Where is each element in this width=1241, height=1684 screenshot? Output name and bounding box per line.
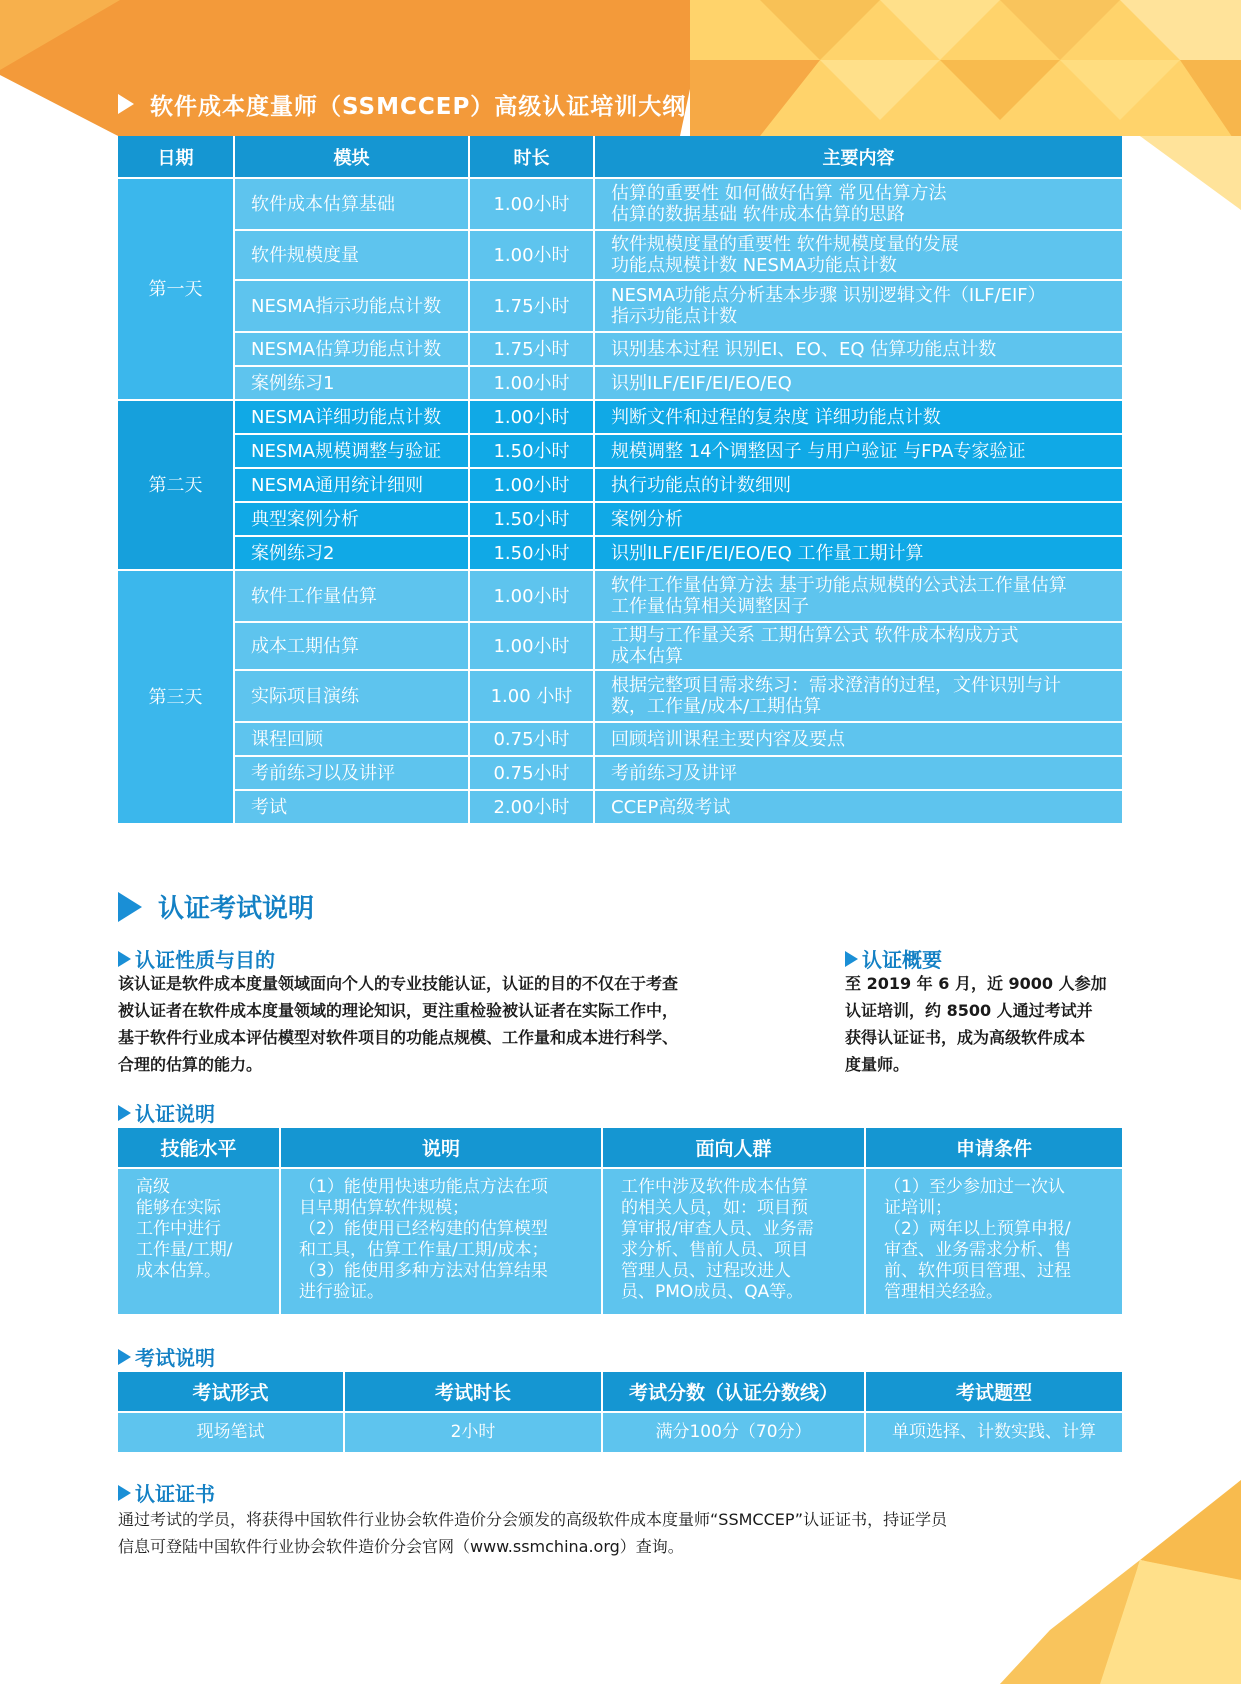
syllabus-content-cell	[594, 790, 1122, 824]
syllabus-duration-cell: 1.00小时	[469, 230, 594, 280]
cert-requirements-cell	[865, 1168, 1122, 1314]
exam-desc-row	[118, 1412, 1122, 1452]
syllabus-content-cell	[594, 280, 1122, 332]
syllabus-module-cell: 考前练习以及讲评	[234, 756, 469, 790]
exam-form-value: 现场笔试	[118, 1412, 344, 1452]
play-triangle-icon	[118, 94, 134, 114]
header-exam-type: 考试题型	[865, 1372, 1122, 1412]
overview-line: 至 2019 年 6 月，近 9000 人参加	[845, 974, 1107, 993]
syllabus-module-cell: 案例练习2	[234, 536, 469, 570]
syllabus-module-cell: 案例练习1	[234, 366, 469, 400]
header-exam-duration: 考试时长	[344, 1372, 602, 1412]
cert-cell-line: 证培训；	[884, 1198, 952, 1218]
exam-type-value: 单项选择、计数实践、计算	[865, 1412, 1122, 1452]
cert-cell-line: 工作中进行	[136, 1219, 221, 1239]
syllabus-content-line: 功能点规模计数 NESMA功能点计数	[611, 255, 897, 276]
cert-desc-table	[118, 1128, 1122, 1314]
header-description: 说明	[280, 1128, 602, 1168]
cert-cell-line: 审查、业务需求分析、售	[884, 1240, 1071, 1260]
syllabus-duration-cell: 1.50小时	[469, 502, 594, 536]
header-requirements: 申请条件	[865, 1128, 1122, 1168]
syllabus-duration-cell: 1.00小时	[469, 400, 594, 434]
play-triangle-icon	[118, 892, 142, 922]
syllabus-row	[118, 332, 1122, 366]
syllabus-duration-cell: 1.00小时	[469, 468, 594, 502]
exam-desc-header-row	[118, 1372, 1122, 1412]
play-triangle-icon	[845, 951, 858, 967]
cert-cell-line: （2）能使用已经构建的估算模型	[299, 1219, 548, 1239]
syllabus-duration-cell: 1.00小时	[469, 570, 594, 622]
syllabus-content-cell	[594, 756, 1122, 790]
syllabus-row	[118, 756, 1122, 790]
purpose-heading	[118, 944, 275, 973]
syllabus-module-cell: 典型案例分析	[234, 502, 469, 536]
cert-cell-line: （2）两年以上预算申报/	[884, 1219, 1071, 1239]
header-audience: 面向人群	[602, 1128, 865, 1168]
syllabus-content-line: 回顾培训课程主要内容及要点	[611, 728, 845, 750]
syllabus-duration-cell: 1.00小时	[469, 178, 594, 230]
syllabus-content-line: 识别ILF/EIF/EI/EO/EQ 工作量工期计算	[611, 542, 924, 564]
overview-line: 获得认证证书，成为高级软件成本	[845, 1028, 1086, 1047]
header-exam-form: 考试形式	[118, 1372, 344, 1412]
syllabus-row	[118, 468, 1122, 502]
header-duration: 时长	[469, 136, 594, 178]
syllabus-module-cell: NESMA规模调整与验证	[234, 434, 469, 468]
purpose-line: 被认证者在软件成本度量领域的理论知识，更注重检验被认证者在实际工作中，	[118, 1001, 679, 1020]
syllabus-duration-cell: 0.75小时	[469, 722, 594, 756]
certificate-line: 信息可登陆中国软件行业协会软件造价分会官网（www.ssmchina.org）查询。	[118, 1537, 684, 1556]
syllabus-content-cell	[594, 434, 1122, 468]
banner-title-text: 软件成本度量师（SSMCCEP）高级认证培训大纲	[150, 93, 687, 120]
play-triangle-icon	[118, 1349, 131, 1365]
syllabus-content-line: 估算的重要性 如何做好估算 常见估算方法	[611, 183, 947, 204]
syllabus-content-line: NESMA功能点分析基本步骤 识别逻辑文件（ILF/EIF）	[611, 285, 1046, 306]
syllabus-content-line: 指示功能点计数	[611, 306, 737, 327]
syllabus-content-line: 规模调整 14个调整因子 与用户验证 与FPA专家验证	[611, 440, 1026, 462]
syllabus-content-line: 识别基本过程 识别EI、EO、EQ 估算功能点计数	[611, 338, 997, 360]
syllabus-header-row	[118, 136, 1122, 178]
syllabus-row	[118, 570, 1122, 622]
syllabus-row	[118, 502, 1122, 536]
certificate-heading	[118, 1478, 215, 1507]
cert-desc-heading	[118, 1098, 215, 1127]
syllabus-row	[118, 280, 1122, 332]
exam-desc-table	[118, 1372, 1122, 1452]
syllabus-day-cell: 第一天	[118, 178, 234, 400]
cert-description-cell	[280, 1168, 602, 1314]
exam-section-title	[118, 888, 314, 925]
syllabus-day-cell: 第二天	[118, 400, 234, 570]
syllabus-table	[118, 136, 1122, 825]
purpose-line: 该认证是软件成本度量领域面向个人的专业技能认证，认证的目的不仅在于考查	[118, 974, 679, 993]
cert-cell-line: （1）能使用快速功能点方法在项	[299, 1177, 548, 1197]
cert-cell-line: 管理人员、过程改进人	[621, 1261, 791, 1281]
syllabus-content-cell	[594, 622, 1122, 670]
header-date: 日期	[118, 136, 234, 178]
syllabus-day-group	[118, 400, 1122, 570]
syllabus-duration-cell: 2.00小时	[469, 790, 594, 824]
syllabus-day-cell: 第三天	[118, 570, 234, 824]
header-module: 模块	[234, 136, 469, 178]
syllabus-content-cell	[594, 570, 1122, 622]
syllabus-row	[118, 366, 1122, 400]
syllabus-content-line: 数，工作量/成本/工期估算	[611, 696, 822, 717]
overview-heading	[845, 944, 942, 973]
syllabus-content-cell	[594, 230, 1122, 280]
cert-cell-line: 求分析、售前人员、项目	[621, 1240, 808, 1260]
syllabus-duration-cell: 1.50小时	[469, 434, 594, 468]
exam-duration-value: 2小时	[344, 1412, 602, 1452]
cert-cell-line: 目早期估算软件规模；	[299, 1198, 469, 1218]
cert-cell-line: 成本估算。	[136, 1261, 221, 1281]
syllabus-module-cell: 课程回顾	[234, 722, 469, 756]
syllabus-row	[118, 722, 1122, 756]
syllabus-row	[118, 230, 1122, 280]
cert-cell-line: 管理相关经验。	[884, 1282, 1003, 1302]
syllabus-module-cell: 软件工作量估算	[234, 570, 469, 622]
syllabus-module-cell: NESMA指示功能点计数	[234, 280, 469, 332]
syllabus-banner-title	[118, 84, 686, 124]
play-triangle-icon	[118, 951, 131, 967]
overview-line: 认证培训，约 8500 人通过考试并	[845, 1001, 1093, 1020]
cert-cell-line: 前、软件项目管理、过程	[884, 1261, 1071, 1281]
overview-line: 度量师。	[845, 1055, 910, 1074]
purpose-heading-text: 认证性质与目的	[135, 948, 275, 972]
syllabus-content-cell	[594, 400, 1122, 434]
syllabus-content-line: 考前练习及讲评	[611, 762, 737, 784]
syllabus-content-line: 估算的数据基础 软件成本估算的思路	[611, 204, 905, 225]
exam-section-title-text: 认证考试说明	[158, 894, 315, 924]
syllabus-content-cell	[594, 468, 1122, 502]
syllabus-content-line: 软件规模度量的重要性 软件规模度量的发展	[611, 234, 959, 255]
certificate-paragraph	[118, 1506, 1128, 1560]
purpose-line: 基于软件行业成本评估模型对软件项目的功能点规模、工作量和成本进行科学、	[118, 1028, 679, 1047]
syllabus-row	[118, 670, 1122, 722]
syllabus-module-cell: NESMA详细功能点计数	[234, 400, 469, 434]
header-exam-score: 考试分数（认证分数线）	[602, 1372, 865, 1412]
header-content: 主要内容	[594, 136, 1122, 178]
syllabus-day-group	[118, 178, 1122, 400]
cert-cell-line: 的相关人员，如：项目预	[621, 1198, 808, 1218]
purpose-line: 合理的估算的能力。	[118, 1055, 263, 1074]
cert-audience-cell	[602, 1168, 865, 1314]
syllabus-row	[118, 536, 1122, 570]
syllabus-module-cell: 软件规模度量	[234, 230, 469, 280]
syllabus-content-line: 软件工作量估算方法 基于功能点规模的公式法工作量估算	[611, 575, 1067, 596]
syllabus-duration-cell: 1.75小时	[469, 280, 594, 332]
cert-cell-line: 能够在实际	[136, 1198, 221, 1218]
cert-cell-line: 工作中涉及软件成本估算	[621, 1177, 808, 1197]
syllabus-content-line: 工期与工作量关系 工期估算公式 软件成本构成方式	[611, 625, 1019, 646]
cert-cell-line: 工作量/工期/	[136, 1240, 233, 1260]
syllabus-module-cell: 成本工期估算	[234, 622, 469, 670]
cert-skill-cell	[118, 1168, 280, 1314]
cert-desc-header-row	[118, 1128, 1122, 1168]
syllabus-row	[118, 400, 1122, 434]
exam-score-value: 满分100分（70分）	[602, 1412, 865, 1452]
cert-cell-line: （1）至少参加过一次认	[884, 1177, 1065, 1197]
syllabus-duration-cell: 1.00 小时	[469, 670, 594, 722]
syllabus-row	[118, 178, 1122, 230]
cert-cell-line: 进行验证。	[299, 1282, 384, 1302]
syllabus-duration-cell: 0.75小时	[469, 756, 594, 790]
play-triangle-icon	[118, 1105, 131, 1121]
syllabus-duration-cell: 1.00小时	[469, 622, 594, 670]
syllabus-module-cell: 考试	[234, 790, 469, 824]
syllabus-duration-cell: 1.75小时	[469, 332, 594, 366]
cert-desc-row	[118, 1168, 1122, 1314]
purpose-paragraph	[118, 970, 778, 1078]
syllabus-day-group	[118, 570, 1122, 824]
overview-heading-text: 认证概要	[862, 948, 942, 972]
syllabus-content-cell	[594, 722, 1122, 756]
cert-cell-line: 算审报/审查人员、业务需	[621, 1219, 814, 1239]
syllabus-content-line: 工作量估算相关调整因子	[611, 596, 809, 617]
syllabus-row	[118, 434, 1122, 468]
syllabus-content-cell	[594, 178, 1122, 230]
syllabus-module-cell: NESMA估算功能点计数	[234, 332, 469, 366]
syllabus-content-line: 根据完整项目需求练习：需求澄清的过程，文件识别与计	[611, 675, 1061, 696]
syllabus-module-cell: NESMA通用统计细则	[234, 468, 469, 502]
syllabus-duration-cell: 1.50小时	[469, 536, 594, 570]
syllabus-content-line: CCEP高级考试	[611, 796, 731, 818]
cert-cell-line: 和工具，估算工作量/工期/成本；	[299, 1240, 549, 1260]
syllabus-content-line: 成本估算	[611, 646, 683, 667]
syllabus-content-line: 判断文件和过程的复杂度 详细功能点计数	[611, 406, 941, 428]
syllabus-content-cell	[594, 502, 1122, 536]
syllabus-duration-cell: 1.00小时	[469, 366, 594, 400]
cert-desc-heading-text: 认证说明	[135, 1102, 215, 1126]
syllabus-content-line: 执行功能点的计数细则	[611, 474, 791, 496]
cert-cell-line: （3）能使用多种方法对估算结果	[299, 1261, 548, 1281]
syllabus-content-cell	[594, 366, 1122, 400]
syllabus-row	[118, 790, 1122, 824]
certificate-heading-text: 认证证书	[135, 1482, 215, 1506]
syllabus-content-line: 识别ILF/EIF/EI/EO/EQ	[611, 372, 792, 394]
certificate-line: 通过考试的学员，将获得中国软件行业协会软件造价分会颁发的高级软件成本度量师“SSMCCEP”认证证书，持证学员	[118, 1510, 948, 1529]
syllabus-content-cell	[594, 536, 1122, 570]
cert-cell-line: 高级	[136, 1177, 170, 1197]
cert-cell-line: 员、PMO成员、QA等。	[621, 1282, 804, 1302]
syllabus-module-cell: 实际项目演练	[234, 670, 469, 722]
syllabus-content-line: 案例分析	[611, 508, 683, 530]
exam-desc-heading-text: 考试说明	[135, 1346, 215, 1370]
header-skill-level: 技能水平	[118, 1128, 280, 1168]
exam-desc-heading	[118, 1342, 215, 1371]
play-triangle-icon	[118, 1485, 131, 1501]
syllabus-content-cell	[594, 670, 1122, 722]
syllabus-content-cell	[594, 332, 1122, 366]
syllabus-row	[118, 622, 1122, 670]
overview-paragraph	[845, 970, 1135, 1078]
syllabus-module-cell: 软件成本估算基础	[234, 178, 469, 230]
